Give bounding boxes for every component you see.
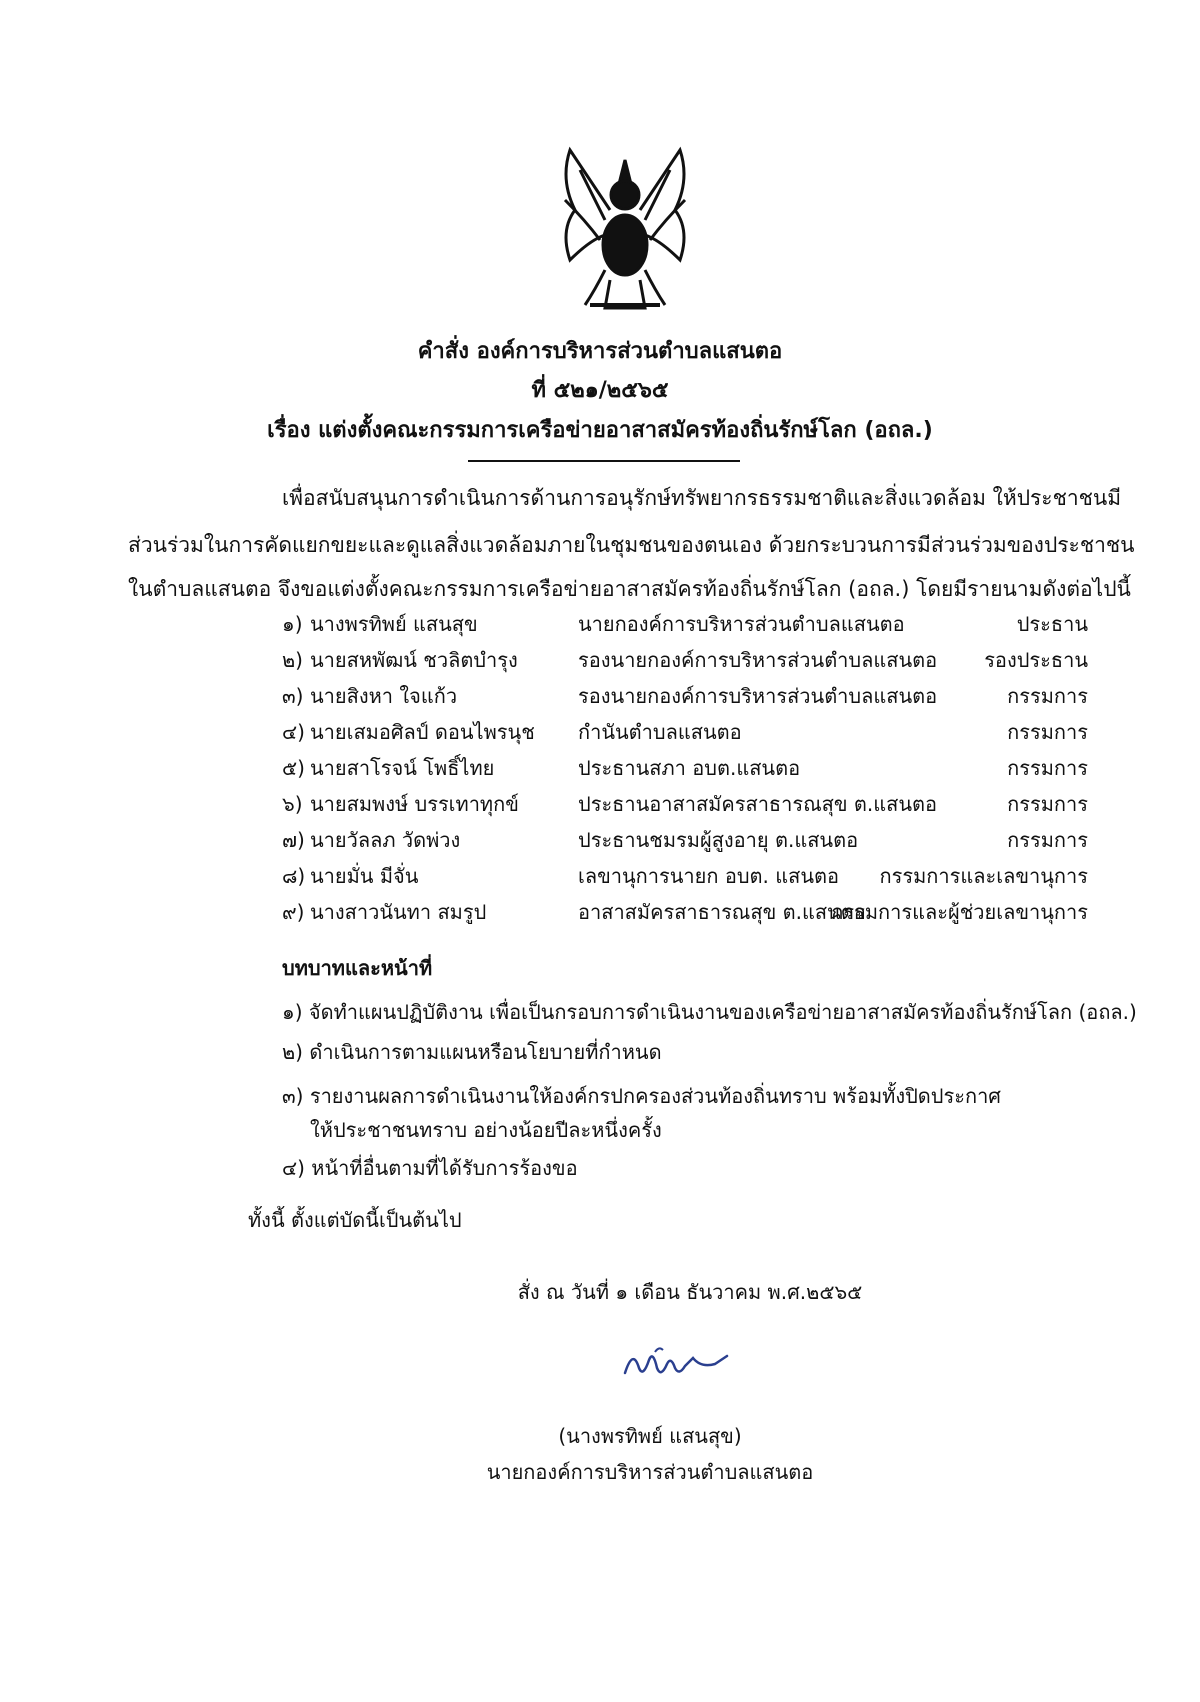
committee-role: กรรมการและผู้ช่วยเลขานุการ (831, 900, 1088, 924)
signatory-name: (นางพรทิพย์ แสนสุข) (558, 1424, 742, 1448)
committee-name: นายสิงหา ใจแก้ว (310, 684, 458, 708)
committee-name: นางสาวนันทา สมรูป (310, 900, 487, 924)
committee-position: ประธานสภา อบต.แสนตอ (578, 756, 801, 780)
effective-statement: ทั้งนี้ ตั้งแต่บัดนี้เป็นต้นไป (248, 1208, 462, 1232)
committee-name: นายมั่น มีจั่น (310, 864, 419, 888)
committee-number: ๑) (282, 612, 303, 636)
order-title: คำสั่ง องค์การบริหารส่วนตำบลแสนตอ (417, 339, 783, 364)
committee-role: กรรมการ (1007, 828, 1088, 852)
title-divider (468, 460, 740, 462)
intro-line-1: เพื่อสนับสนุนการดำเนินการด้านการอนุรักษ์ทรัพยากรธรรมชาติและสิ่งแวดล้อม ให้ประชาชนมี (282, 486, 1122, 510)
committee-number: ๕) (282, 756, 305, 780)
committee-row (0, 788, 1200, 822)
committee-number: ๔) (282, 720, 305, 744)
committee-number: ๓) (282, 684, 304, 708)
committee-role: กรรมการ (1007, 792, 1088, 816)
committee-role: กรรมการและเลขานุการ (879, 864, 1088, 888)
committee-name: นายสมพงษ์ บรรเทาทุกข์ (310, 792, 519, 816)
committee-position: กำนันตำบลแสนตอ (578, 720, 742, 744)
committee-row (0, 680, 1200, 714)
committee-row (0, 716, 1200, 750)
order-subject: เรื่อง แต่งตั้งคณะกรรมการเครือข่ายอาสาสมัครท้องถิ่นรักษ์โลก (อถล.) (267, 418, 933, 443)
committee-row (0, 752, 1200, 786)
committee-role: กรรมการ (1007, 684, 1088, 708)
committee-position: รองนายกองค์การบริหารส่วนตำบลแสนตอ (578, 684, 938, 708)
duties-heading: บทบาทและหน้าที่ (282, 956, 433, 980)
committee-row (0, 824, 1200, 858)
committee-role: ประธาน (1016, 612, 1088, 636)
committee-name: นายสาโรจน์ โพธิ์ไทย (310, 756, 495, 780)
committee-position: นายกองค์การบริหารส่วนตำบลแสนตอ (578, 612, 905, 636)
committee-row (0, 608, 1200, 642)
committee-number: ๙) (282, 900, 305, 924)
committee-name: นายเสมอศิลป์ ดอนไพรนุช (310, 720, 535, 744)
committee-name: นายวัลลภ วัดพ่วง (310, 828, 461, 852)
order-number: ที่ ๕๒๑/๒๕๖๕ (531, 378, 669, 403)
order-date: สั่ง ณ วันที่ ๑ เดือน ธันวาคม พ.ศ.๒๕๖๕ (517, 1280, 863, 1304)
committee-row (0, 860, 1200, 894)
committee-number: ๘) (282, 864, 306, 888)
committee-role: กรรมการ (1007, 720, 1088, 744)
committee-name: นายสหพัฒน์ ชวลิตบำรุง (310, 648, 518, 672)
duty-item-1: ๑) จัดทำแผนปฏิบัติงาน เพื่อเป็นกรอบการดำเนินงานของเครือข่ายอาสาสมัครท้องถิ่นรักษ์โลก (อถล.) (282, 1000, 1137, 1024)
garuda-emblem-icon (550, 140, 700, 315)
committee-number: ๒) (282, 648, 303, 672)
committee-role: รองประธาน (984, 648, 1088, 672)
committee-position: อาสาสมัครสาธารณสุข ต.แสนตอ (578, 900, 866, 924)
committee-number: ๗) (282, 828, 305, 852)
duty-item-3-line-1: ๓) รายงานผลการดำเนินงานให้องค์กรปกครองส่วนท้องถิ่นทราบ พร้อมทั้งปิดประกาศ (282, 1084, 1002, 1108)
committee-position: เลขานุการนายก อบต. แสนตอ (578, 864, 840, 888)
committee-row (0, 896, 1200, 930)
committee-position: ประธานอาสาสมัครสาธารณสุข ต.แสนตอ (578, 792, 938, 816)
handwritten-signature-icon (615, 1338, 735, 1388)
committee-name: นางพรทิพย์ แสนสุข (310, 612, 478, 636)
duty-item-4: ๔) หน้าที่อื่นตามที่ได้รับการร้องขอ (282, 1156, 578, 1180)
committee-row (0, 644, 1200, 678)
signatory-title: นายกองค์การบริหารส่วนตำบลแสนตอ (486, 1460, 814, 1484)
duty-item-3-line-2: ให้ประชาชนทราบ อย่างน้อยปีละหนึ่งครั้ง (310, 1118, 662, 1142)
intro-line-2: ส่วนร่วมในการคัดแยกขยะและดูแลสิ่งแวดล้อมภายในชุมชนของตนเอง ด้วยกระบวนการมีส่วนร่วมของประชาชน (128, 533, 1135, 557)
committee-role: กรรมการ (1007, 756, 1088, 780)
committee-position: ประธานชมรมผู้สูงอายุ ต.แสนตอ (578, 828, 859, 852)
committee-number: ๖) (282, 792, 303, 816)
intro-line-3: ในตำบลแสนตอ จึงขอแต่งตั้งคณะกรรมการเครือข่ายอาสาสมัครท้องถิ่นรักษ์โลก (อถล.) โดยมีรายนามดังต่อไปนี้ (128, 577, 1131, 601)
duty-item-2: ๒) ดำเนินการตามแผนหรือนโยบายที่กำหนด (282, 1040, 662, 1064)
committee-position: รองนายกองค์การบริหารส่วนตำบลแสนตอ (578, 648, 938, 672)
